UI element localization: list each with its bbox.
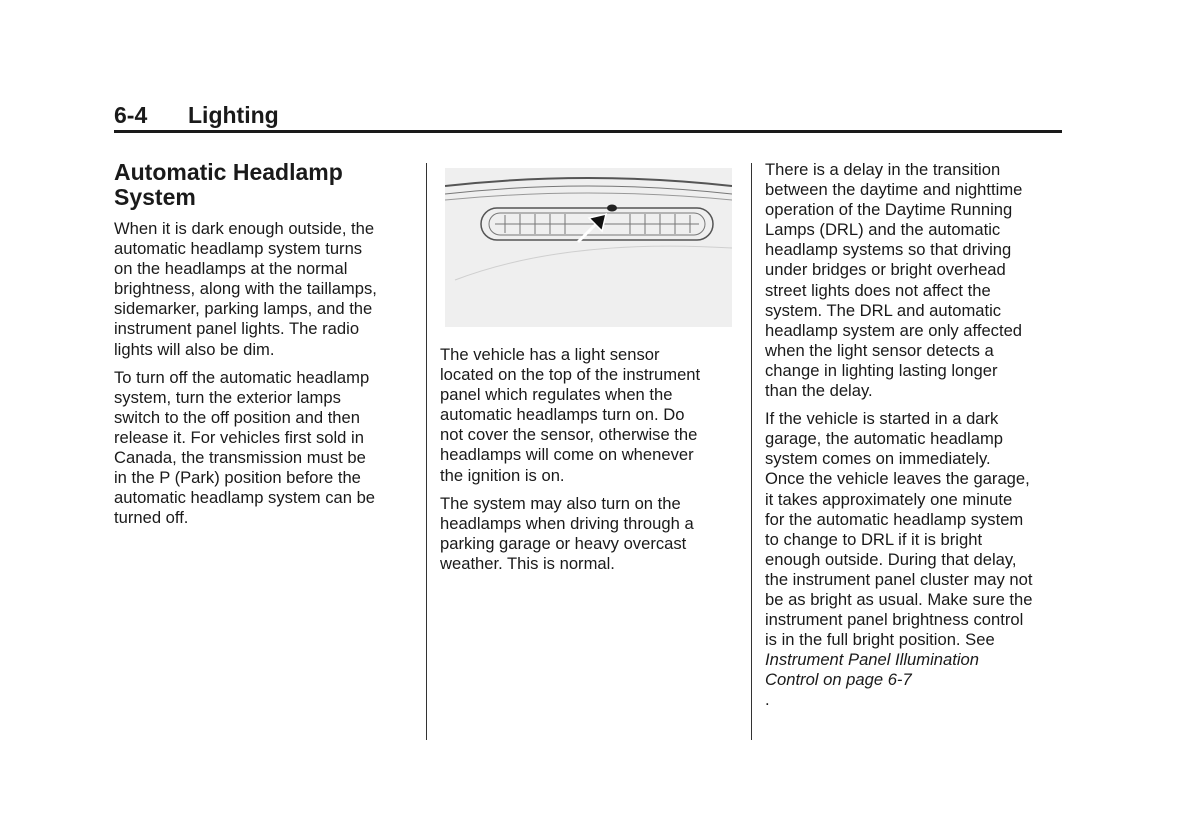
cross-reference-link[interactable]: Instrument Panel Illumination xyxy=(765,650,979,670)
paragraph: There is a delay in the transition between the daytime and nighttime operation of the Daytime Running Lamps (DRL) and the automatic headlamp systems so that driving under bridges or bright overhead street lights does not affect the system. The DRL and automatic headlamp system are only affected when the light sensor detects a change in lighting lasting longer than the delay. xyxy=(765,160,1023,401)
paragraph: When it is dark enough outside, the automatic headlamp system turns on the headlamps at the normal brightness, along with the taillamps, sidemarker, parking lamps, and the instrument panel lights. The radio lights will also be dim. xyxy=(114,219,377,359)
paragraph: The vehicle has a light sensor located on the top of the instrument panel which regulates when the automatic headlamps turn on. Do not cover the sensor, otherwise the headlamps will come on whenever the ignition is on. xyxy=(440,345,701,485)
page-header xyxy=(114,100,1062,133)
section-heading: Automatic Headlamp System xyxy=(114,159,343,210)
light-sensor-illustration xyxy=(445,168,732,327)
column-3 xyxy=(765,160,1065,719)
section-title: Lighting xyxy=(188,102,279,128)
column-1 xyxy=(114,160,414,536)
dashboard-sensor-icon xyxy=(445,168,732,327)
paragraph: To turn off the automatic headlamp system, turn the exterior lamps switch to the off position and then release it. For vehicles first sold in Canada, the transmission must be in the P (Park) position before the automatic headlamp system can be turned off. xyxy=(114,367,376,528)
column-divider xyxy=(426,163,427,740)
page-number: 6-4 xyxy=(114,102,148,128)
paragraph: If the vehicle is started in a dark garage, the automatic headlamp system comes on immediately. Once the vehicle leaves the garage, it takes approximately one minute for the automatic headlamp system to change to DRL if it is bright enough outside. During that delay, the instrument panel cluster may not be as bright as usual. Make sure the instrument panel brightness control is in the full bright position. See Instrument Panel Illumination Control on page 6-7 . xyxy=(765,409,1065,710)
column-2 xyxy=(440,345,740,582)
column-divider xyxy=(751,163,752,740)
paragraph: The system may also turn on the headlamps when driving through a parking garage or heavy overcast weather. This is normal. xyxy=(440,493,694,573)
cross-reference-link[interactable]: Control on page 6-7 xyxy=(765,670,912,690)
